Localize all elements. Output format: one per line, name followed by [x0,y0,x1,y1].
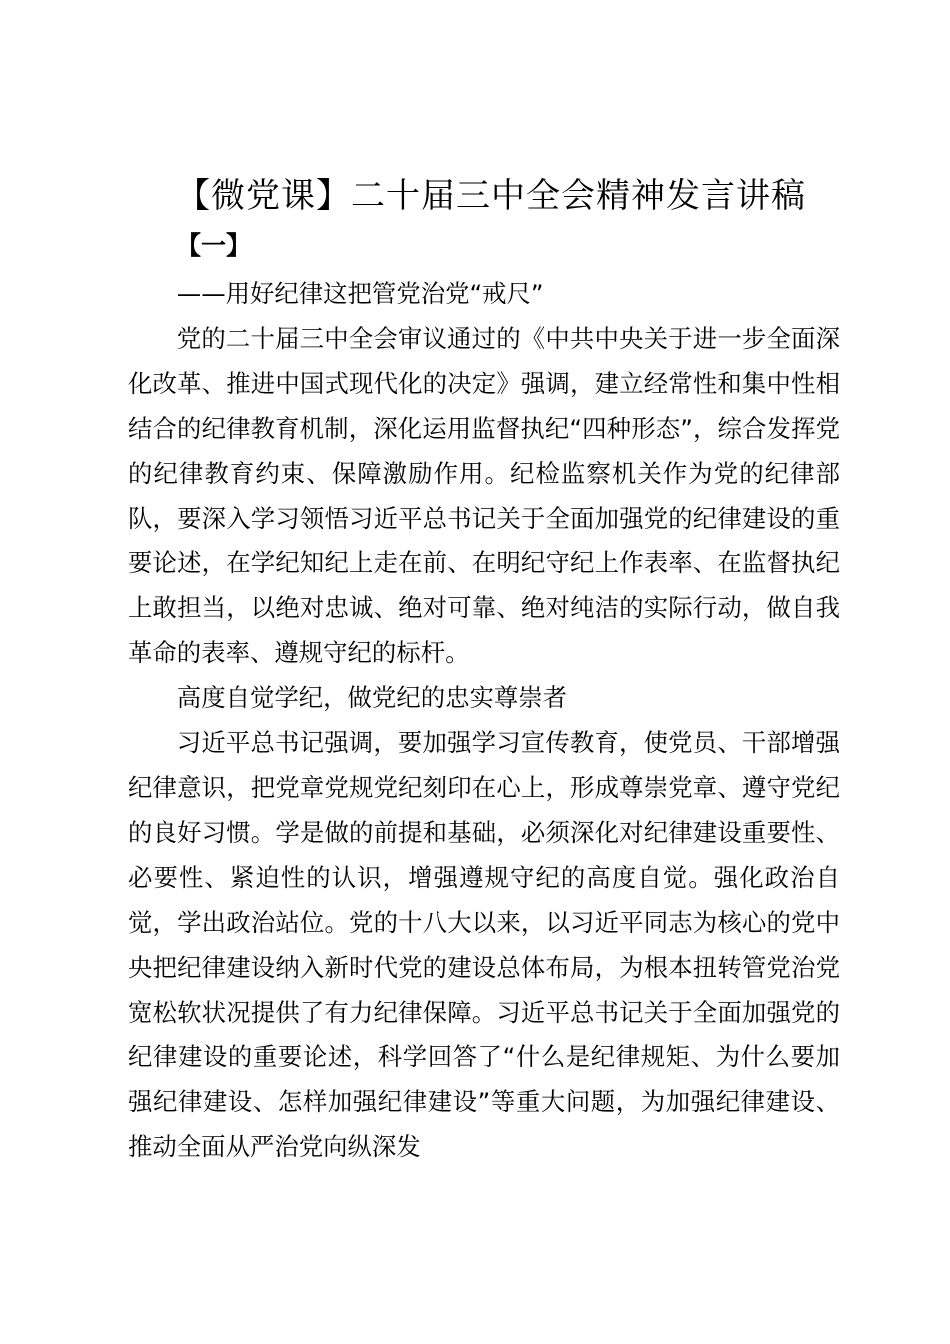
section-heading: 高度自觉学纪，做党纪的忠实尊崇者 [176,683,568,713]
subtitle-line: ——用好纪律这把管党治党“戒尺” [176,279,544,308]
paragraph: 习近平总书记强调，要加强学习宣传教育，使党员、干部增强纪律意识，把党章党规党纪刻印在心上，形成尊崇党章、遵守党纪的良好习惯。学是做的前提和基础，必须深化对纪律建设重要性、必要性、紧迫性的认识，增强遵规守纪的高度自觉。强化政治自觉，学出政治站位。党的十八大以来，以习近平同志为核心的党中央把纪律建设纳入新时代党的建设总体布局，为根本扭转管党治党宽松软状况提供了有力纪律保障。习近平总书记关于全面加强党的纪律建设的重要论述，科学回答了“什么是纪律规矩、为什么要加强纪律建设、怎样加强纪律建设”等重大问题，为加强纪律建设、推动全面从严治党向纵深发 [128,728,840,1162]
section-number: 【一】 [176,231,252,260]
paragraph: 党的二十届三中全会审议通过的《中共中央关于进一步全面深化改革、推进中国式现代化的决定》强调，建立经常性和集中性相结合的纪律教育机制，深化运用监督执纪“四种形态”，综合发挥党的纪律教育约束、保障激励作用。纪检监察机关作为党的纪律部队，要深入学习领悟习近平总书记关于全面加强党的纪律建设的重要论述，在学纪知纪上走在前、在明纪守纪上作表率、在监督执纪上敢担当，以绝对忠诚、绝对可靠、绝对纯洁的实际行动，做自我革命的表率、遵规守纪的标杆。 [128,323,840,668]
document-body [128,272,840,1170]
document-title: 【微党课】二十届三中全会精神发言讲稿 [176,176,806,216]
